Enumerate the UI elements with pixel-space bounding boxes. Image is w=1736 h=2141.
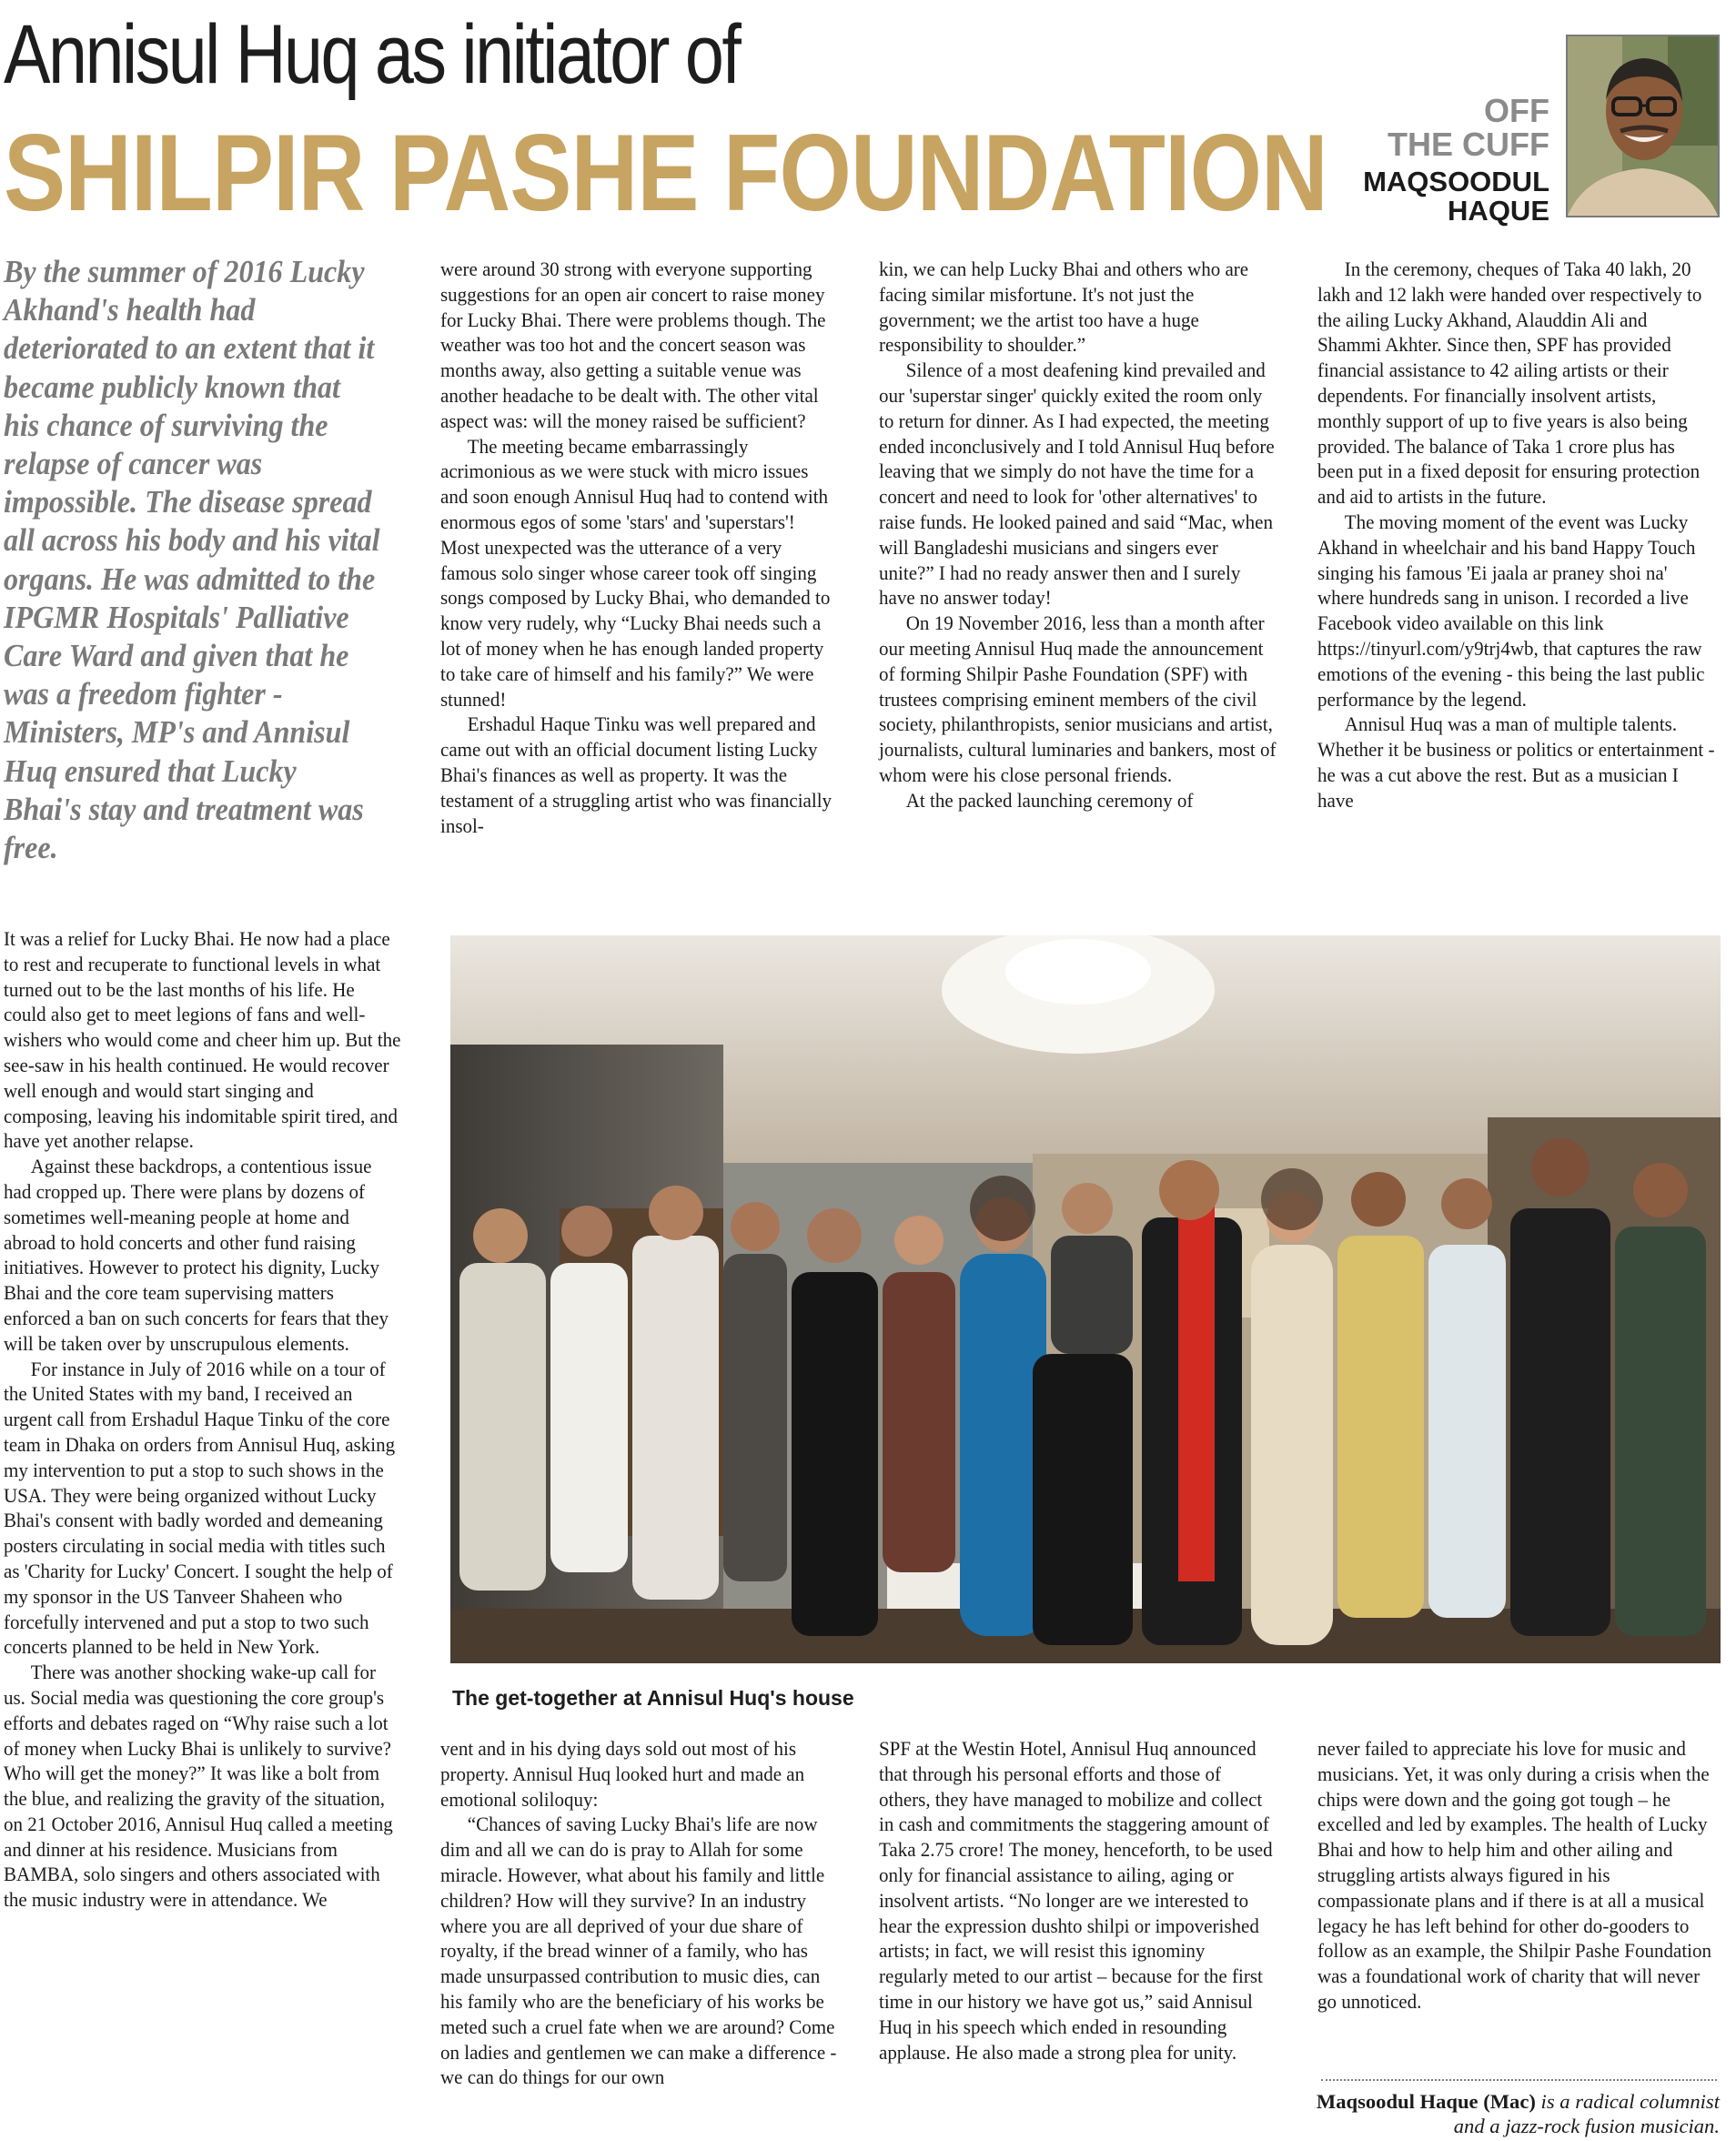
bio-divider [1321, 2079, 1717, 2081]
paragraph: In the ceremony, cheques of Taka 40 lakh, 20 lakh and 12 lakh were handed over respectively to the ailing Lucky Akhand, Alauddin Ali and Shammi Akhter. Since then, SPF has provided financial assistance to 42 ailing artists or their dependents. For financially insolvent artists, monthly support of up to five years is also being provided. The balance of Taka 1 crore plus has been put in a fixed deposit for ensuring protection and aid to artists in the future. [1317, 258, 1702, 509]
paragraph: SPF at the Westin Hotel, Annisul Huq announced that through his personal efforts and those of others, they have managed to mobilize and collect in cash and commitments the staggering amount of Taka 2.75 crore! The money, henceforth, to be used only for financial assistance to ailing, aging or insolvent artists. “No longer are we interested to hear the expression dushto shilpi or impoverished artists; in fact, we will resist this ignominy regularly meted to our artist – because for the first time in our history we have got us,” said Annisul Huq in his speech which ended in resounding applause. He also made a strong plea for unity. [879, 1737, 1273, 2064]
paragraph: Silence of a most deafening kind prevailed and our 'superstar singer' quickly exited the room only to return for dinner. As I had expected, the meeting ended inconclusively and I told Annisul Huq before leaving that we simply do not have the time for a concert and need to look for 'other alternatives' to raise funds. He looked pained and said “Mac, when will Bangladeshi musicians and singers ever unite?” I had no ready answer then and I surely have no answer today! [879, 359, 1275, 610]
group-photo-illustration [450, 935, 1721, 1663]
paragraph: Annisul Huq was a man of multiple talents. Whether it be business or politics or entertainment - he was a cut above the rest. But as a musician I have [1317, 712, 1715, 812]
bio-description: is a radical columnist and a jazz-rock fusion musician. [1453, 2090, 1720, 2137]
paragraph: “Chances of saving Lucky Bhai's life are now dim and all we can do is pray to Allah for some miracle. However, what about his family and little children? How will they survive? In an industry where you are all deprived of your due share of royalty, if the bread winner of a family, who has made unsurpassed contribution to music dies, can his family who are the beneficiary of his works be meted such a cruel fate when we are around? Come on ladies and gentlemen we can make a difference - we can do things for our own [440, 1813, 837, 2089]
author-portrait-illustration [1568, 36, 1718, 216]
article-column-4-lower [1317, 1736, 1715, 2015]
paragraph: For instance in July of 2016 while on a tour of the United States with my band, I received an urgent call from Ershadul Haque Tinku of the core team in Dhaka on orders from Annisul Huq, asking my intervention to put a stop to such shows in the USA. They were being organized without Lucky Bhai's consent with badly worded and demeaning posters circulating in social media with titles such as 'Charity for Lucky' Concert. I sought the help of my sponsor in the US Tanveer Shaheen who forcefully intervened and put a stop to two such concerts planned to be held in New York. [4, 1357, 396, 1659]
article-column-2 [440, 257, 838, 838]
headline-line-1: Annisul Huq as initiator of [4, 8, 740, 101]
paragraph: kin, we can help Lucky Bhai and others who are facing similar misfortune. It's not just the government; we the artist too have a huge responsibility to shoulder.” [879, 258, 1249, 357]
bio-name: Maqsoodul Haque (Mac) [1316, 2090, 1536, 2113]
paragraph: It was a relief for Lucky Bhai. He now had a place to rest and recuperate to functional levels in what turned out to be the last months of his life. He could also get to meet legions of fans and well-wishers who would come and cheer him up. But the see-saw in his health continued. He would recover well enough and would start singing and composing, leaving his indomitable spirit tired, and have yet another relapse. [4, 927, 401, 1153]
column-label-the-cuff: THE CUFF [1388, 126, 1549, 163]
headline-line-2: SHILPIR PASHE FOUNDATION [4, 112, 1327, 234]
article-column-3-lower [879, 1736, 1277, 2065]
article-column-3 [879, 257, 1277, 813]
column-label-off: OFF [1484, 92, 1549, 129]
paragraph: There was another shocking wake-up call for us. Social media was questioning the core group's efforts and debates raged on “Why raise such a lot of money when Lucky Bhai is unlikely to survive? Who will get the money?” It was like a bolt from the blue, and realizing the gravity of the situation, on 21 October 2016, Annisul Huq called a meeting and dinner at his residence. Musicians from BAMBA, solo singers and others associated with the music industry were in attendance. We [4, 1661, 393, 1912]
paragraph: On 19 November 2016, less than a month after our meeting Annisul Huq made the announcement of forming Shilpir Pashe Foundation (SPF) with trustees comprising eminent members of the civil society, philanthropists, senior musicians and artist, journalists, cultural luminaries and bankers, most of whom were his close personal friends. [879, 611, 1277, 786]
author-bio [1310, 2089, 1720, 2138]
paragraph: were around 30 strong with everyone supporting suggestions for an open air concert to raise money for Lucky Bhai. There were problems though. The weather was too hot and the concert season was months away, also getting a suitable venue was another headache to be dealt with. The other vital aspect was: will the money raised be sufficient? [440, 258, 826, 432]
paragraph: Against these backdrops, a contentious issue had cropped up. There were plans by dozens of sometimes well-meaning people at home and abroad to hold concerts and other fund raising initiatives. However to protect his dignity, Lucky Bhai and the core team supervising matters enforced a ban on such concerts for fears that they will be taken over by unscrupulous elements. [4, 1155, 389, 1355]
paragraph: never failed to appreciate his love for music and musicians. Yet, it was only during a crisis when the chips were down and the going got tough – he excelled and led by examples. The health of Lucky Bhai and how to help him and other ailing and struggling artists always figured in his compassionate plans and if there is at all a musical legacy he has left behind for other do-gooders to follow as an example, the Shilpir Pashe Foundation was a foundational work of charity that will never go unnoticed. [1317, 1737, 1712, 2013]
paragraph: vent and in his dying days sold out most of his property. Annisul Huq looked hurt and made an emotional soliloquy: [440, 1737, 805, 1811]
photo-caption: The get-together at Annisul Huq's house [452, 1686, 854, 1710]
column-author-first: MAQSOODUL [1363, 166, 1549, 197]
paragraph: Ershadul Haque Tinku was well prepared and came out with an official document listing Lucky Bhai's finances as well as property. It was the testament of a struggling artist who was financially insol- [440, 712, 833, 837]
group-photo [450, 935, 1721, 1663]
paragraph: At the packed launching ceremony of [905, 788, 1194, 812]
paragraph: The meeting became embarrassingly acrimonious as we were stuck with micro issues and soon enough Annisul Huq had to contend with enormous egos of some 'stars' and 'superstars'! Most unexpected was the utterance of a very famous solo singer whose career took off singing songs composed by Lucky Bhai, who demanded to know very rudely, why “Lucky Bhai needs such a lot of money when he has enough landed property to take care of himself and his family?” We were stunned! [440, 434, 831, 711]
column-author-last: HAQUE [1448, 195, 1549, 227]
author-portrait [1566, 35, 1720, 217]
article-column-2-lower [440, 1736, 838, 2090]
paragraph: The moving moment of the event was Lucky Akhand in wheelchair and his band Happy Touch singing his famous 'Ei jaala ar praney shoi na' where hundreds sang in unison. I recorded a live Facebook video available on this link https://tinyurl.com/y9trj4wb, that captures the raw emotions of the evening - this being the last public performance by the legend. [1317, 510, 1705, 711]
intro-standfirst: By the summer of 2016 Lucky Akhand's health had deteriorated to an extent that it became publicly known that his chance of surviving the relapse of cancer was impossible. The disease spread all across his body and his vital organs. He was admitted to the IPGMR Hospitals' Palliative Care Ward and given that he was a freedom fighter - Ministers, MP's and Annisul Huq ensured that Lucky Bhai's stay and treatment was free. [4, 255, 380, 866]
article-column-4 [1317, 257, 1715, 813]
article-column-1 [4, 926, 401, 1913]
